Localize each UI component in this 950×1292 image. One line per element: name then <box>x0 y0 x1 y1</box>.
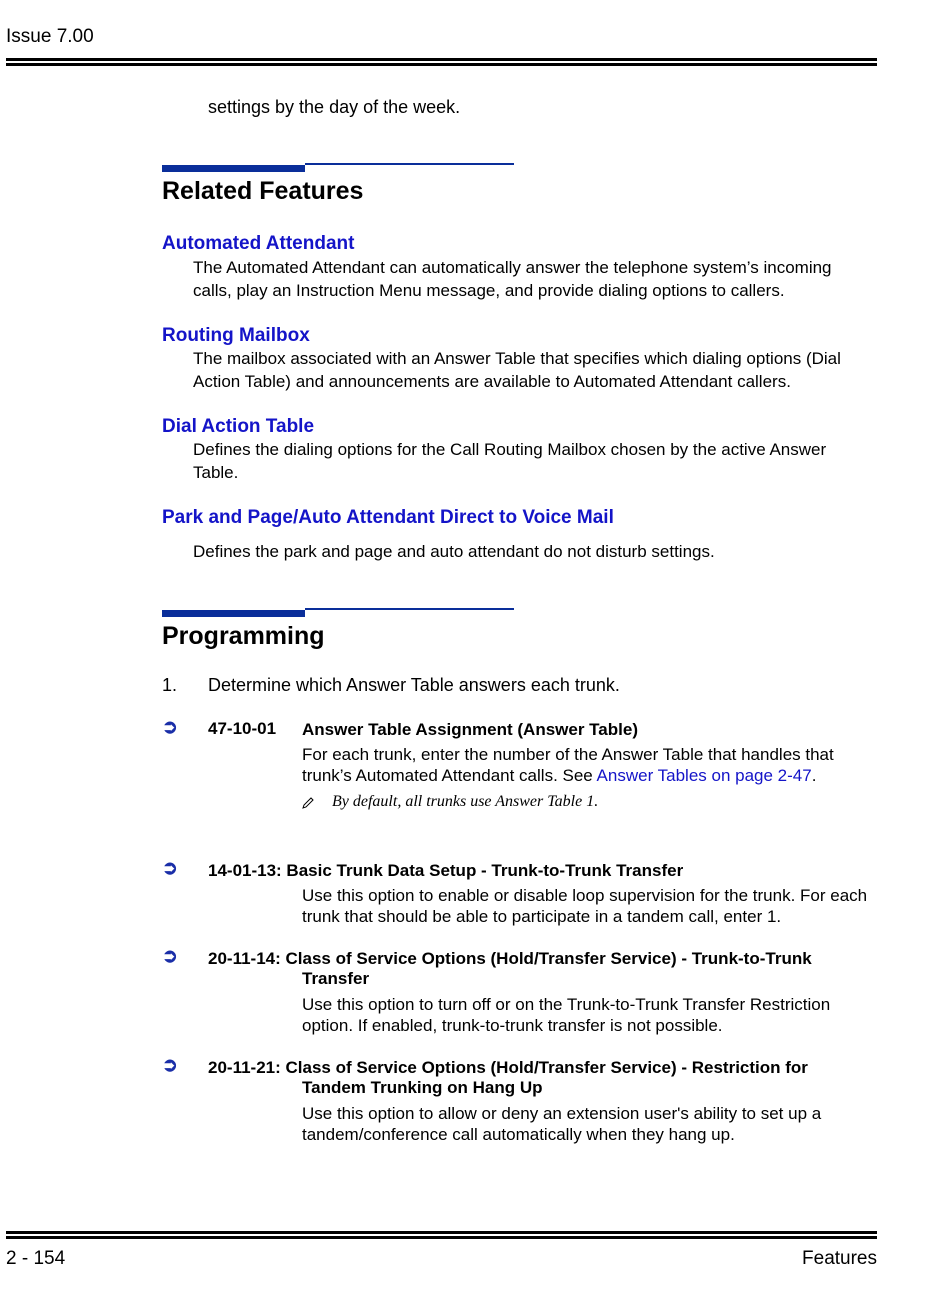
footer-section: Features <box>802 1248 877 1269</box>
program-title-cont: Tandem Trunking on Hang Up <box>302 1078 543 1097</box>
desc-line: The mailbox associated with an Answer Table that specifies which dialing options (Dial <box>193 349 841 368</box>
page-number: 2 - 154 <box>6 1248 66 1269</box>
step-number: 1. <box>162 675 178 695</box>
desc-line: calls, play an Instruction Menu message, and provide dialing options to callers. <box>193 281 785 300</box>
feature-title-dial-action-table: Dial Action Table <box>162 416 315 437</box>
desc-text: trunk’s Automated Attendant calls. See <box>302 766 597 785</box>
feature-title-park-and-page: Park and Page/Auto Attendant Direct to Voice Mail <box>162 507 614 528</box>
section-title-related: Related Features <box>162 177 364 205</box>
program-desc <box>302 885 877 927</box>
header-rule-bottom <box>6 63 877 66</box>
desc-line: tandem/conference call automatically when they hang up. <box>302 1125 735 1144</box>
program-title-cont: Transfer <box>302 969 370 988</box>
feature-title-routing-mailbox: Routing Mailbox <box>162 325 310 346</box>
footer-rule-top <box>6 1231 877 1234</box>
feature-desc <box>193 347 863 393</box>
program-title: 14-01-13: Basic Trunk Data Setup - Trunk-to-Trunk Transfer <box>208 861 684 880</box>
arrow-right-icon: ➲ <box>162 946 178 967</box>
answer-tables-link[interactable]: Answer Tables on page 2-47 <box>596 766 812 785</box>
desc-line: Use this option to allow or deny an extension user's ability to set up a <box>302 1104 822 1123</box>
note-text: By default, all trunks use Answer Table 1. <box>332 793 599 810</box>
program-desc <box>302 1103 877 1145</box>
footer-rule-bottom <box>6 1236 877 1239</box>
feature-desc <box>193 438 863 484</box>
header-rule-top <box>6 58 877 61</box>
desc-line: Table. <box>193 463 239 482</box>
arrow-right-icon: ➲ <box>162 858 178 879</box>
program-title: Answer Table Assignment (Answer Table) <box>302 720 638 739</box>
issue-label: Issue 7.00 <box>6 26 94 47</box>
program-code: 47-10-01 <box>208 719 277 738</box>
program-title: 20-11-14: Class of Service Options (Hold/Transfer Service) - Trunk-to-Trunk <box>208 949 812 968</box>
desc-line <box>302 765 877 786</box>
feature-desc <box>193 540 863 563</box>
pencil-icon <box>302 796 314 814</box>
section-bar <box>162 165 305 172</box>
section-title-programming: Programming <box>162 622 325 650</box>
intro-text: settings by the day of the week. <box>208 97 461 117</box>
desc-line: Defines the dialing options for the Call Routing Mailbox chosen by the active Answer <box>193 440 827 459</box>
desc-text: . <box>811 766 817 785</box>
program-title: 20-11-21: Class of Service Options (Hold/Transfer Service) - Restriction for <box>208 1058 808 1077</box>
arrow-right-icon: ➲ <box>162 717 178 738</box>
section-line <box>305 163 514 165</box>
desc-line: Use this option to turn off or on the Trunk-to-Trunk Transfer Restriction <box>302 995 831 1014</box>
desc-line: The Automated Attendant can automatically answer the telephone system’s incoming <box>193 258 832 277</box>
section-bar <box>162 610 305 617</box>
desc-line: Defines the park and page and auto attendant do not disturb settings. <box>193 542 715 561</box>
feature-desc <box>193 256 863 302</box>
step-text: Determine which Answer Table answers each trunk. <box>208 675 620 695</box>
desc-line: For each trunk, enter the number of the Answer Table that handles that <box>302 745 834 764</box>
program-desc <box>302 994 877 1036</box>
program-desc <box>302 744 877 786</box>
desc-line: option. If enabled, trunk-to-trunk transfer is not possible. <box>302 1016 723 1035</box>
desc-line: trunk that should be able to participate in a tandem call, enter 1. <box>302 907 782 926</box>
arrow-right-icon: ➲ <box>162 1055 178 1076</box>
desc-line: Action Table) and announcements are available to Automated Attendant callers. <box>193 372 791 391</box>
feature-title-automated-attendant: Automated Attendant <box>162 233 355 254</box>
section-line <box>305 608 514 610</box>
desc-line: Use this option to enable or disable loop supervision for the trunk. For each <box>302 886 868 905</box>
